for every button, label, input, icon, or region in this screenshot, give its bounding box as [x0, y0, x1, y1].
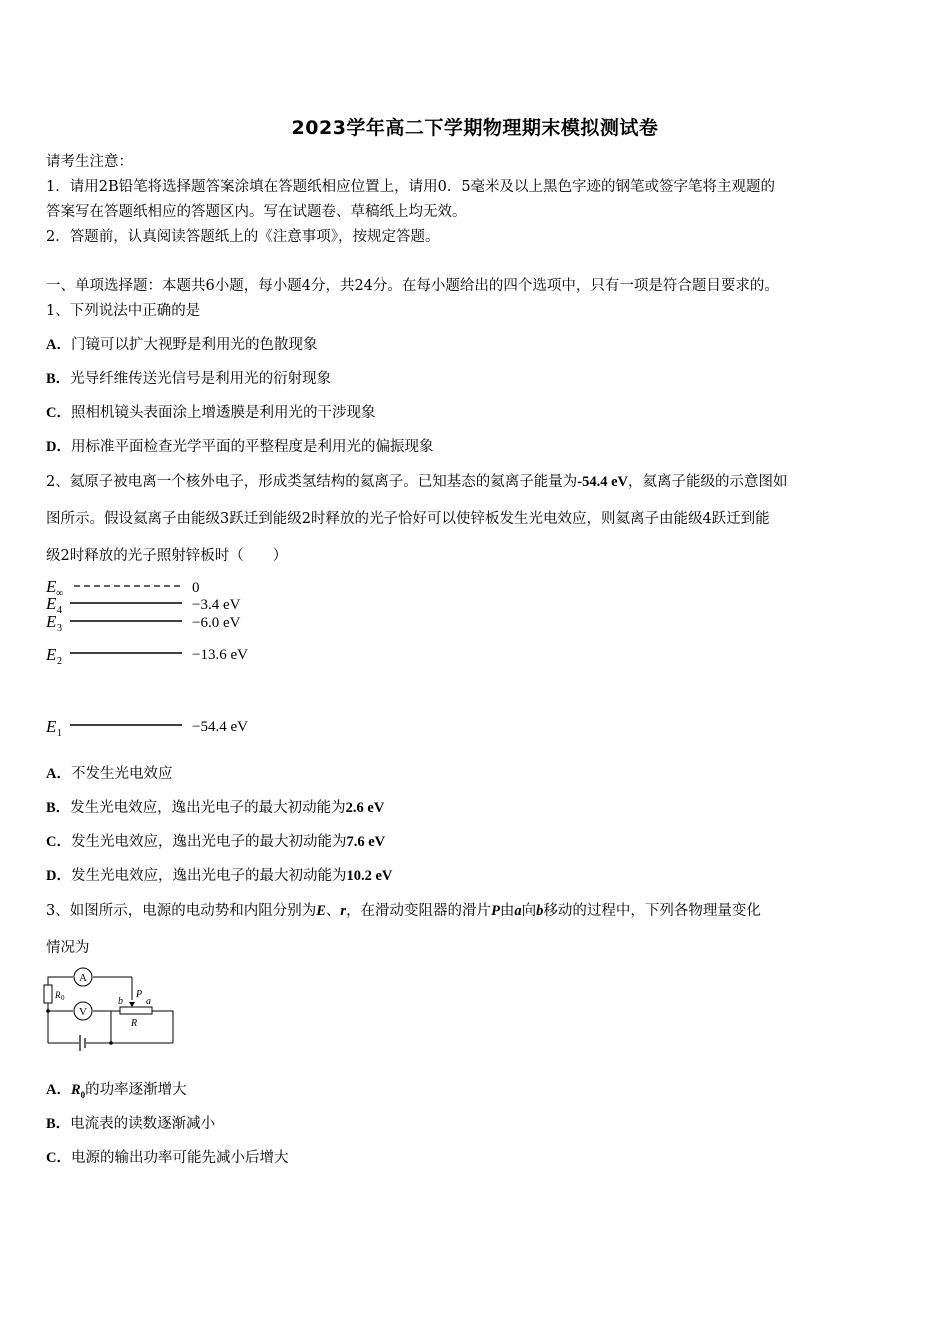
question-stem-line-2: 图所示。假设氦离子由能级3跃迁到能级2时释放的光子恰好可以使锌板发生光电效应，则氦离子由能级4跃迁到能 [46, 511, 770, 527]
level-1 [45, 717, 248, 739]
option-c[interactable] [46, 832, 385, 852]
option-text: 发生光电效应，逸出光电子的最大初动能为 [70, 834, 347, 850]
level-subscript: 1 [57, 728, 62, 739]
voltmeter-symbol [74, 1002, 92, 1020]
option-b[interactable] [46, 369, 331, 389]
notice-item-1-line-2: 答案写在答题纸相应的答题区内。写在试题卷、草稿纸上均无效。 [46, 204, 467, 220]
resistor-r0 [44, 985, 65, 1003]
option-letter: C． [46, 1150, 71, 1166]
level-subscript: 2 [57, 656, 62, 667]
page-title: 2023学年高二下学期物理期末模拟测试卷 [291, 117, 659, 139]
option-text: 发生光电效应，逸出光电子的最大初动能为 [70, 868, 347, 884]
option-letter: B． [46, 371, 71, 387]
notice-heading: 请考生注意： [46, 154, 133, 170]
stem-text: 、 [325, 903, 341, 919]
option-b[interactable] [46, 798, 384, 818]
level-value: −3.4 eV [192, 597, 241, 613]
option-letter: B． [46, 1116, 71, 1132]
option-value: 10.2 eV [346, 868, 393, 884]
r0-label: R [55, 990, 61, 1000]
option-text: 照相机镜头表面涂上增透膜是利用光的干涉现象 [70, 405, 376, 421]
option-text: 发生光电效应，逸出光电子的最大初动能为 [70, 800, 346, 816]
option-c[interactable] [46, 1148, 288, 1168]
stem-text: 向 [521, 903, 537, 919]
stem-text: 2、氦原子被电离一个核外电子，形成类氢结构的氦离子。已知基态的氦离子能量为 [46, 474, 578, 490]
level-label: E [46, 594, 57, 613]
option-text: 电流表的读数逐渐减小 [70, 1116, 216, 1132]
option-text: 光导纤维传送光信号是利用光的衍射现象 [70, 371, 332, 387]
end-a-label: a [146, 996, 151, 1007]
question-stem-line-1 [46, 472, 787, 492]
option-letter: D． [46, 868, 71, 884]
option-letter: C． [46, 834, 71, 850]
question-stem-line-3: 级2时释放的光子照射锌板时（ ） [46, 548, 288, 564]
option-text: 电源的输出功率可能先减小后增大 [70, 1150, 289, 1166]
section-heading: 一、单项选择题：本题共6小题，每小题4分，共24分。在每小题给出的四个选项中，只有一项是符合题目要求的。 [46, 278, 779, 294]
option-letter: A． [46, 337, 71, 353]
option-a[interactable] [46, 764, 172, 784]
rheostat-r-label: R [131, 1018, 138, 1029]
level-4 [45, 594, 241, 616]
level-2 [45, 645, 248, 667]
slider-p-label: P [136, 989, 143, 1000]
symbol-a: a [514, 903, 522, 919]
level-subscript: ∞ [56, 588, 64, 599]
stem-text: ，氦离子能级的示意图如 [627, 474, 788, 490]
option-d[interactable] [46, 437, 433, 457]
level-subscript: 4 [57, 605, 62, 616]
stem-text: 3、如图所示，电源的电动势和内阻分别为 [46, 903, 317, 919]
stem-text: 移动的过程中，下列各物理量变化 [543, 903, 761, 919]
symbol-b: b [536, 903, 544, 919]
symbol-p: P [491, 903, 500, 919]
level-subscript: 3 [57, 623, 62, 634]
level-value: 0 [192, 580, 200, 596]
rheostat [118, 989, 152, 1029]
level-value: −54.4 eV [192, 719, 248, 735]
level-value: −13.6 eV [192, 647, 248, 663]
option-text: 的功率逐渐增大 [85, 1082, 187, 1098]
option-letter: C． [46, 405, 71, 421]
ammeter-label: A [79, 972, 87, 984]
level-label: E [46, 645, 57, 664]
r0-subscript: 0 [61, 994, 65, 1002]
question-stem-line-1 [46, 901, 761, 921]
symbol-r0: R [70, 1082, 81, 1098]
symbol-e: E [316, 903, 326, 919]
ground-energy-value: -54.4 eV [577, 474, 628, 490]
level-3 [45, 612, 241, 634]
level-label: E [46, 612, 57, 631]
option-letter: A． [46, 1082, 71, 1098]
option-value: 2.6 eV [345, 800, 385, 816]
option-value: 7.6 eV [346, 834, 386, 850]
circuit-diagram [40, 964, 185, 1059]
notice-item-2: 2．答题前，认真阅读答题纸上的《注意事项》，按规定答题。 [46, 229, 440, 245]
stem-text: ，在滑动变阻器的滑片 [346, 903, 492, 919]
option-d[interactable] [46, 866, 392, 886]
level-label: E [46, 717, 57, 736]
end-b-label: b [118, 996, 123, 1007]
energy-level-diagram [40, 572, 280, 744]
stem-text: 由 [499, 903, 515, 919]
question-stem-line-2: 情况为 [46, 940, 90, 956]
ammeter-symbol [74, 968, 92, 986]
option-text: 用标准平面检查光学平面的平整程度是利用光的偏振现象 [70, 439, 434, 455]
option-letter: B． [46, 800, 71, 816]
option-b[interactable] [46, 1114, 215, 1134]
option-c[interactable] [46, 403, 375, 423]
option-letter: D． [46, 439, 71, 455]
option-text: 不发生光电效应 [70, 766, 173, 782]
option-a[interactable] [46, 335, 317, 355]
option-text: 门镜可以扩大视野是利用光的色散现象 [70, 337, 318, 353]
symbol-r: r [340, 903, 347, 919]
level-label: E [46, 577, 57, 596]
option-letter: A． [46, 766, 71, 782]
symbol-r0-subscript: 0 [80, 1089, 86, 1100]
question-stem: 1、下列说法中正确的是 [46, 303, 201, 319]
option-a[interactable] [46, 1080, 187, 1105]
voltmeter-label: V [79, 1006, 87, 1018]
level-inf [45, 577, 200, 599]
notice-item-1-line-1: 1．请用2B铅笔将选择题答案涂填在答题纸相应位置上，请用0．5毫米及以上黑色字迹的钢笔或签字笔将主观题的 [46, 179, 776, 195]
level-value: −6.0 eV [192, 615, 241, 631]
